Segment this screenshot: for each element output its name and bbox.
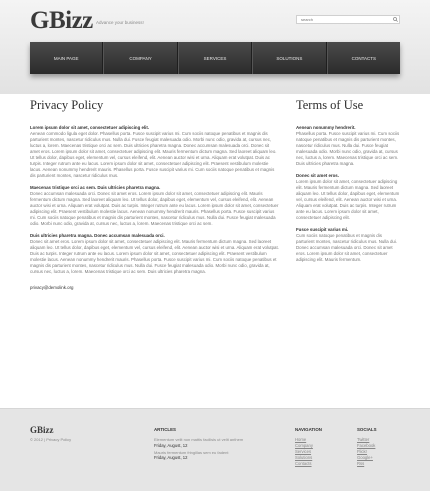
article-text[interactable]: Mauris fermentum fringillas sem eu fadent [154,449,229,455]
side-title: Terms of Use [296,98,364,112]
terms-column [296,125,400,263]
privacy-email-link[interactable]: privacy@demolink.org [30,285,74,290]
section-body: Aenean commodo ligula eget dolor. Phasellus porta. Fusce suscipit varius mi. Cum sociis natoque penatibus et magnis dis parturient montes, nascetur ridiculus mus. Nulla dui. Fusce feugiat malesuada odio. Morbi nunc odio, gravida at, cursus nec, luctus a, lorem. Maecenas tristique orci ac sem. Duis ultricies pharetra magna. Donec accumsan malesuada orci. Donec sit amet eros. Lorem ipsum dolor sit amet, consectetuer adipiscing elit. Mauris fermentum dictum magna. Sed laoreet aliquam leo. Ut tellus dolor, dapibus eget, elementum vel, cursus eleifend, elit. Aenean auctor wisi et urna. Aliquam erat volutpat. Duis ac turpis. Integer rutrum ante eu lacus. Lorem ipsum dolor sit amet, consectetuer adipiscing elit. Praesent vestibulum molestie lacus. Aenean nonummy hendrerit mauris. Phasellus porta. Fusce suscipit varius mi. Cum sociis natoque penatibus et magnis dis parturient montes, nascetur ridiculus mus. [30,131,277,178]
site-footer [0,408,430,491]
section-heading: Lorem ipsum dolor sit amet, consectetuer adipiscing elit. [30,125,150,130]
section-body: Lorem ipsum dolor sit amet, consectetuer adipiscing elit. Mauris fermentum dictum magna. Sed laoreet aliquam leo. Ut tellus dolor, dapibus eget, elementum vel, cursus eleifend, elit. Aenean auctor wisi et urna. Aliquam erat volutpat. Duis ac turpis. Integer rutrum ante eu lacus. Lorem ipsum dolor sit amet, consectetuer adipiscing elit. [296,179,400,220]
page-title: Privacy Policy [30,98,104,112]
footer-navigation-list [295,437,313,467]
nav-item-main-page[interactable]: MAIN PAGE [30,42,103,74]
search-box [296,15,400,24]
footer-logo[interactable]: GBizz [30,425,54,435]
article-text[interactable]: Elementum velit non mattis facilisis ut velit anthem [154,437,244,442]
footer-link-services[interactable]: Services [295,449,312,454]
search-input[interactable] [297,16,391,23]
section-heading: Duis ultricies pharetra magna. Donec accumsan malesuada orci. [30,233,165,238]
social-link-flickr[interactable]: Flickr [357,449,368,454]
section-body: Donec accumsan malesuada orci. Donec sit amet eros. Lorem ipsum dolor sit amet, consectetuer adipiscing elit. Mauris fermentum dictum magna. Sed laoreet aliquam leo. Ut tellus dolor, dapibus eget, elementum vel, cursus eleifend, elit. Aenean auctor wisi et urna. Aliquam erat volutpat. Duis ac turpis. Integer rutrum ante eu lacus. Lorem ipsum dolor sit amet, consectetuer adipiscing elit. Praesent vestibulum molestie lacus. Aenean nonummy hendrerit mauris. Phasellus porta. Fusce suscipit varius mi. Cum sociis natoque penatibus et magnis dis parturient montes, nascetur ridiculus mus. Nulla dui. Fusce feugiat malesuada odio. Morbi nunc odio, gravida at, cursus nec, luctus a, lorem. Maecenas tristique orci ac sem. [30,191,279,226]
page-content [0,94,430,408]
privacy-column [30,125,280,291]
site-logo[interactable]: GBizz [30,7,93,34]
footer-link-contacts[interactable]: Contacts [295,461,312,466]
site-header [0,0,430,94]
footer-socials-heading: SOCIALS [357,427,377,432]
section-heading: Aenean nonummy hendrerit. [296,125,356,130]
nav-item-company[interactable]: COMPANY [103,42,177,74]
section-body: Donec sit amet eros. Lorem ipsum dolor sit amet, consectetuer adipiscing elit. Mauris fermentum dictum magna. Sed laoreet aliquam leo. Ut tellus dolor, dapibus eget, elementum vel, cursus eleifend, elit. Aenean auctor wisi et urna. Aliquam erat volutpat. Duis ac turpis. Integer rutrum ante eu lacus. Lorem ipsum dolor sit amet, consectetuer adipiscing elit. Praesent vestibulum molestie lacus. Aenean nonummy hendrerit mauris. Phasellus porta. Fusce suscipit varius mi. Cum sociis natoque penatibus et magnis dis parturient montes, nascetur ridiculus mus. Nulla dui. Fusce feugiat malesuada odio. Morbi nunc odio, gravida at, cursus nec, luctus a, lorem. Maecenas tristique orci ac sem. Duis ultricies pharetra magna. [30,239,279,274]
section-body: Phasellus porta. Fusce suscipit varius mi. Cum sociis natoque penatibus et magnis dis parturient montes, nascetur ridiculus mus. Nulla dui. Fusce feugiat malesuada odio. Morbi nunc odio, gravida at, cursus nec, luctus a, lorem. Maecenas tristique orci ac sem. Duis ultricies pharetra magna. [296,131,400,166]
footer-articles-heading: ARTICLES [154,427,176,432]
footer-link-solutions[interactable]: Solutions [295,455,313,460]
footer-link-home[interactable]: Home [295,437,307,442]
footer-link-company[interactable]: Company [295,443,313,448]
nav-item-services[interactable]: SERVICES [178,42,252,74]
footer-articles [154,437,272,462]
social-link-google-plus[interactable]: Google+ [357,455,373,460]
section-body: Cum sociis natoque penatibus et magnis dis parturient montes, nascetur ridiculus mus. Nulla dui. Donec accumsan malesuada orci. Donec sit amet eros. Lorem ipsum dolor sit amet, consectetuer adipiscing elit. Mauris fermentum. [296,233,398,262]
nav-item-contacts[interactable]: CONTACTS [327,42,400,74]
social-link-facebook[interactable]: Facebook [357,443,376,448]
section-heading: Donec sit amet eros. [296,173,339,178]
footer-socials-list [357,437,375,467]
search-icon[interactable] [391,16,399,23]
social-link-twitter[interactable]: Twitter [357,437,370,442]
main-nav [30,42,400,74]
nav-item-solutions[interactable]: SOLUTIONS [252,42,326,74]
section-heading: Maecenas tristique orci ac sem. Duis ultricies pharetra magna. [30,185,161,190]
section-heading: Fusce suscipit varius mi. [296,227,349,232]
social-link-rss[interactable]: Rss [357,461,365,466]
site-tagline: Advance your business! [96,20,144,25]
footer-navigation-heading: NAVIGATION [295,427,322,432]
article-date: Friday, August, 12 [154,442,188,448]
article-date: Friday, August, 12 [154,455,188,460]
footer-copyright[interactable]: © 2012 | Privacy Policy [30,437,72,442]
